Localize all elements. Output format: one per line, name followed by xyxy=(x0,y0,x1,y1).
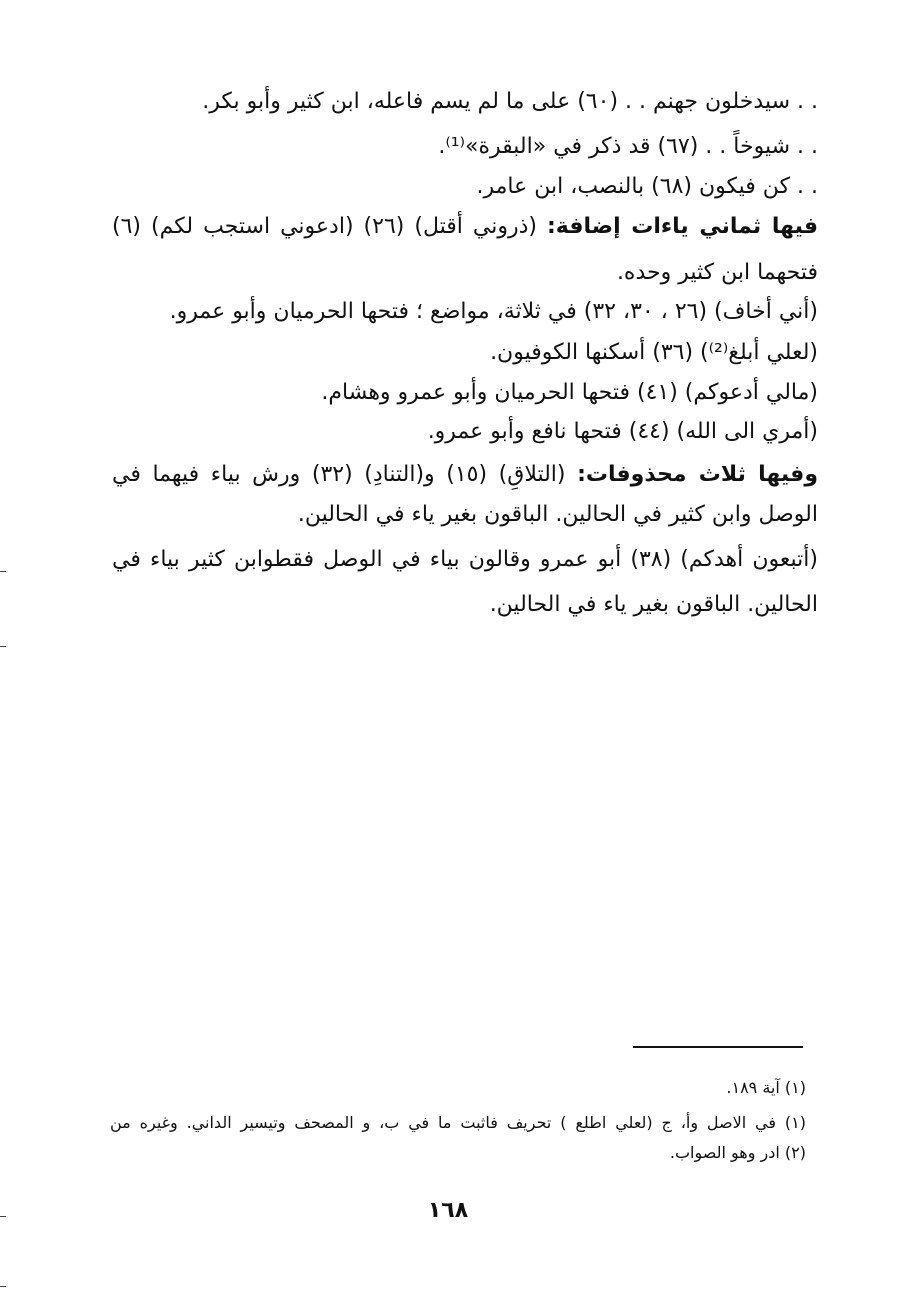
text-line-4 xyxy=(112,207,818,247)
text-line-1: . . سيدخلون جهنم . . (٦٠) على ما لم يسم فاعله، ابن كثير وأبو بكر. xyxy=(202,89,818,114)
text-line-11: الوصل وابن كثير في الحالين. الباقون بغير ياء في الحالين. xyxy=(297,502,818,527)
text-line-2: . . شيوخاً . . (٦٧) قد ذكر في «البقرة»⁽¹⁾. xyxy=(438,134,818,159)
section-heading-mahdhufat: وفيها ثلاث محذوفات: xyxy=(577,462,818,487)
margin-mark xyxy=(0,1286,6,1287)
text-line-13: الحالين. الباقون بغير ياء في الحالين. xyxy=(489,592,818,617)
text-line-3: . . كن فيكون (٦٨) بالنصب، ابن عامر. xyxy=(476,174,818,199)
footnote-2: (١) في الاصل وأ، ج (لعلي اطلع ) تحريف فاثبت ما في ب، و المصحف وتيسير الداني. وغيره من xyxy=(110,1113,806,1132)
margin-mark xyxy=(0,646,6,647)
footnote-3: (٢) ادر وهو الصواب. xyxy=(669,1143,806,1162)
text-line-8: (مالي أدعوكم) (٤١) فتحها الحرميان وأبو عمرو وهشام. xyxy=(321,380,818,405)
text-line-10-rest: (التلاقِ) (١٥) و(التنادِ) (٣٢) ورش بياء فيهما في xyxy=(112,462,578,487)
margin-mark xyxy=(0,1216,6,1217)
text-line-4-rest: (ذروني أقتل) (٢٦) (ادعوني استجب لكم) (٦) xyxy=(112,214,547,239)
text-line-12: (أتبعون أهدكم) (٣٨) أبو عمرو وقالون بياء في الوصل فقطوابن كثير بياء في xyxy=(112,547,818,572)
text-line-6: (أني أخاف) (٢٦ ، ٣٠، ٣٢) في ثلاثة، مواضع ؛ فتحها الحرميان وأبو عمرو. xyxy=(169,299,818,324)
section-heading-idafa: فيها ثماني ياءات إضافة: xyxy=(547,214,819,239)
footnote-1: (١) آية ١٨٩. xyxy=(726,1078,806,1097)
footnote-separator xyxy=(633,1046,803,1048)
text-line-10 xyxy=(112,455,818,495)
text-line-9: (أمري الى الله) (٤٤) فتحها نافع وأبو عمرو. xyxy=(427,419,818,444)
text-line-7: (لعلي أبلغ⁽²⁾) (٣٦) أسكنها الكوفيون. xyxy=(490,340,818,365)
text-line-5: فتحهما ابن كثير وحده. xyxy=(616,260,818,285)
margin-mark xyxy=(0,571,6,572)
page-number: ١٦٨ xyxy=(427,1198,469,1223)
